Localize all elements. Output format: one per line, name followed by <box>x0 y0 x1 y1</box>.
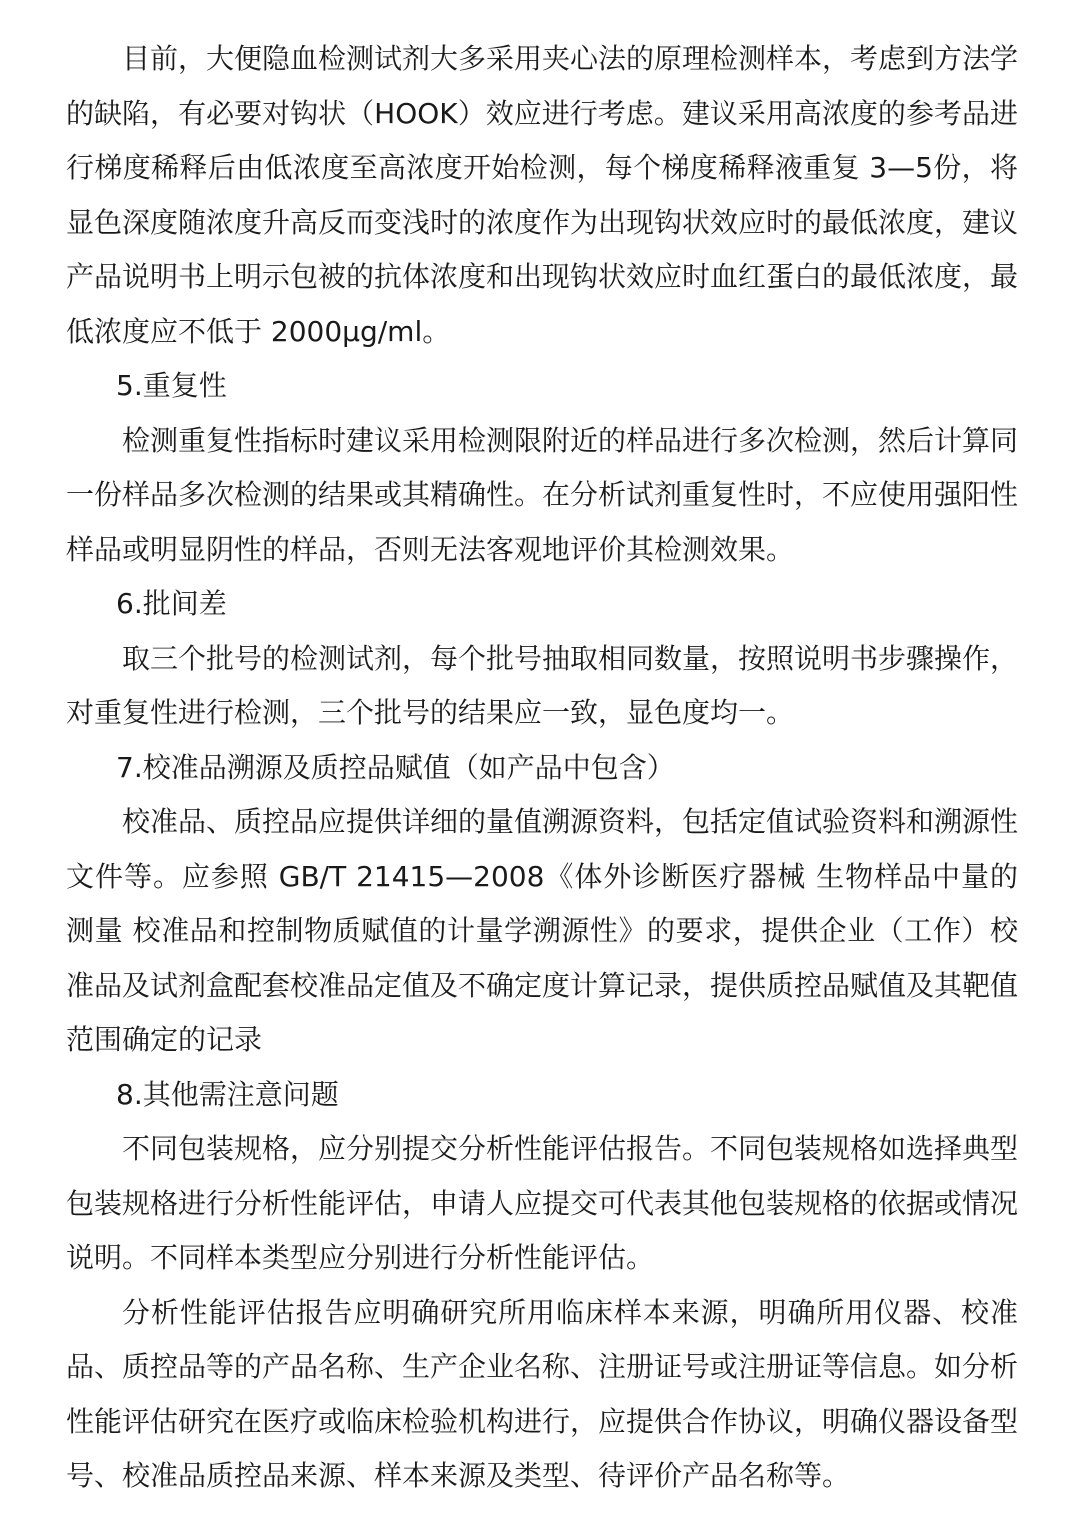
body-paragraph-repeatability: 检测重复性指标时建议采用检测限附近的样品进行多次检测，然后计算同一份样品多次检测的结果或其精确性。在分析试剂重复性时，不应使用强阳性样品或明显阴性的样品，否则无法客观地评价其检测效果。 <box>66 423 1019 566</box>
section-heading-repeatability: 5.重复性 <box>116 369 227 402</box>
body-paragraph-performance-report: 分析性能评估报告应明确研究所用临床样本来源，明确所用仪器、校准品、质控品等的产品名称、生产企业名称、注册证号或注册证等信息。如分析性能评估研究在医疗或临床检验机构进行，应提供合作协议，明确仪器设备型号、校准品质控品来源、样本来源及类型、待评价产品名称等。 <box>66 1295 1019 1492</box>
body-paragraph-package-specs: 不同包装规格，应分别提交分析性能评估报告。不同包装规格如选择典型包装规格进行分析性能评估，申请人应提交可代表其他包装规格的依据或情况说明。不同样本类型应分别进行分析性能评估。 <box>66 1132 1019 1274</box>
document-page <box>66 0 1018 1504</box>
body-paragraph-hook-effect: 目前，大便隐血检测试剂大多采用夹心法的原理检测样本，考虑到方法学的缺陷，有必要对钩状（HOOK）效应进行考虑。建议采用高浓度的参考品进行梯度稀释后由低浓度至高浓度开始检测，每个梯度稀释液重复 3—5份，将显色深度随浓度升高反而变浅时的浓度作为出现钩状效应时的最低浓度，建议产品说明书上明示包被的抗体浓度和出现钩状效应时血红蛋白的最低浓度，最低浓度应不低于 2000μg/ml。 <box>66 42 1019 348</box>
section-heading-batch-difference: 6.批间差 <box>116 587 227 620</box>
body-paragraph-batch-difference: 取三个批号的检测试剂，每个批号抽取相同数量，按照说明书步骤操作，对重复性进行检测，三个批号的结果应一致，显色度均一。 <box>66 641 1019 729</box>
section-heading-calibrator-traceability: 7.校准品溯源及质控品赋值（如产品中包含） <box>116 750 675 784</box>
body-paragraph-calibrator-traceability: 校准品、质控品应提供详细的量值溯源资料，包括定值试验资料和溯源性文件等。应参照 GB/T 21415—2008《体外诊断医疗器械 生物样品中量的测量 校准品和控制物质赋值的计量学溯源性》的要求，提供企业（工作）校准品及试剂盒配套校准品定值及不确定度计算记录，提供质控品赋值及其靶值范围确定的记录 <box>66 805 1019 1056</box>
section-heading-other-issues: 8.其他需注意问题 <box>116 1077 339 1111</box>
